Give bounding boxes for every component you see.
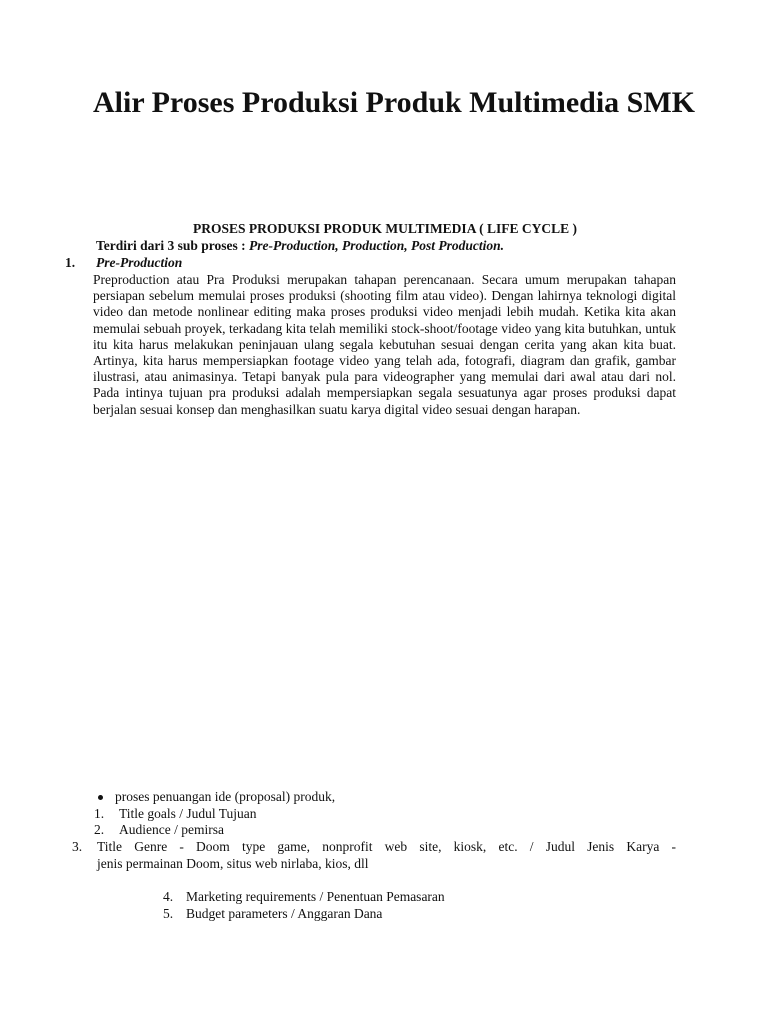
section-title: Pre-Production	[96, 255, 183, 270]
list-item-number: 1.	[94, 806, 105, 821]
list-item-number: 2.	[94, 822, 105, 837]
list-item: Title goals / Judul Tujuan	[119, 806, 257, 821]
section-paragraph: Preproduction atau Pra Produksi merupakan tahapan perencanaan. Secara umum merupakan tahapan persiapan sebelum memulai proses produksi (shooting film atau video). Dengan lahirnya teknologi digital video dan metode nonlinear editing maka proses produksi video menjadi lebih mudah. Ketika kita akan memulai sebuah proyek, terkadang kita telah memiliki stock-shoot/footage video yang kita butuhkan, untuk itu kita harus melakukan peninjauan ulang segala kebutuhan sesuai dengan cerita yang akan kita buat. Artinya, kita harus mempersiapkan footage video yang telah ada, fotografi, diagram dan grafik, gambar ilustrasi, atau animasinya. Tetapi banyak pula para videographer yang memulai dari awal atau dari nol. Pada intinya tujuan pra produksi adalah mempersiapkan segala sesuatunya agar proses produksi dapat berjalan sesuai konsep dan menghasilkan suatu karya digital video sesuai dengan harapan.	[93, 272, 676, 417]
list-item-number: 3.	[72, 839, 83, 854]
list-item-number: 4.	[163, 889, 174, 904]
list-item: Title Genre - Doom type game, nonprofit web site, kiosk, etc. / Judul Jenis Karya -	[97, 839, 676, 854]
section-heading: PROSES PRODUKSI PRODUK MULTIMEDIA ( LIFE CYCLE )	[193, 221, 577, 236]
subprocess-prefix: Terdiri dari 3 sub proses :	[96, 238, 250, 253]
list-item-continuation: jenis permainan Doom, situs web nirlaba, kios, dll	[97, 856, 369, 871]
bullet-item: proses penuangan ide (proposal) produk,	[115, 789, 336, 804]
document-title: Alir Proses Produksi Produk Multimedia SMK	[93, 86, 696, 119]
section-number: 1.	[65, 255, 76, 270]
list-item: Budget parameters / Anggaran Dana	[186, 906, 383, 921]
list-item: Audience / pemirsa	[119, 822, 224, 837]
list-item: Marketing requirements / Penentuan Pemasaran	[186, 889, 445, 904]
bullet-dot-icon	[98, 795, 103, 800]
subprocess-items: Pre-Production, Production, Post Production.	[249, 238, 505, 253]
subprocess-line	[96, 238, 504, 254]
list-item-number: 5.	[163, 906, 174, 921]
